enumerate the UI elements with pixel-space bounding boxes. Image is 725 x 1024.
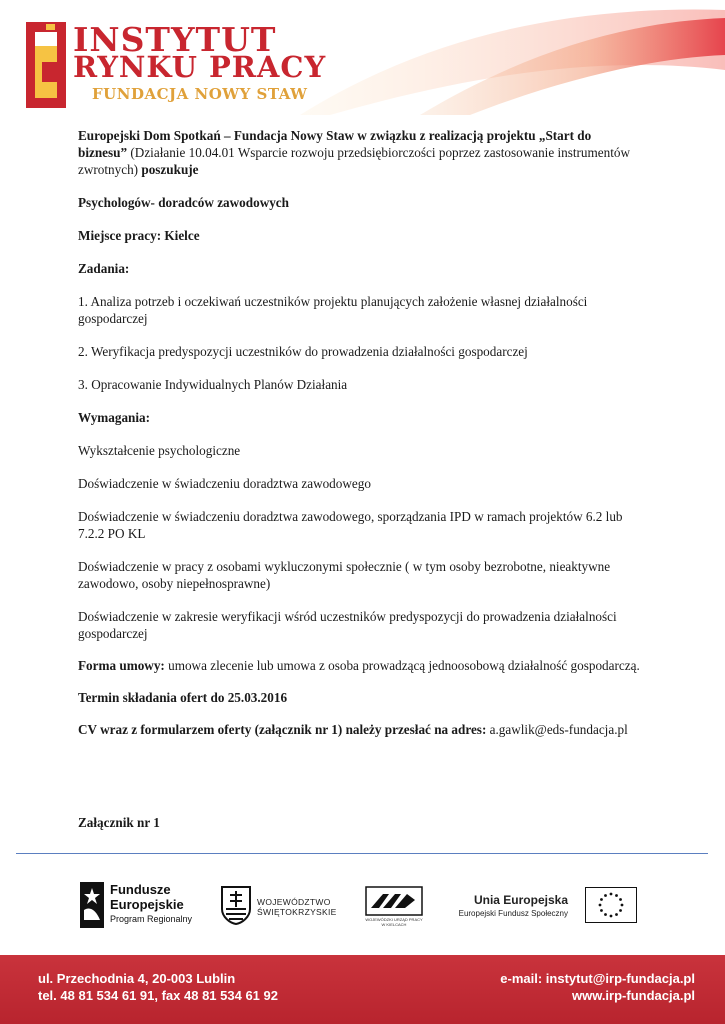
job-offer-body [78,127,643,738]
wup-arrows-icon [365,886,423,916]
ws-line2: ŚWIĘTOKRZYSKIE [257,907,337,917]
eu-star-icon [615,913,618,916]
requirement-item: Doświadczenie w zakresie weryfikacji wśród uczestników predyspozycji do prowadzenia działalności gospodarczej [78,609,617,641]
contract-form [78,657,643,674]
eu-star-icon [604,913,607,916]
intro-paragraph [78,127,643,178]
fe-line3: Program Regionalny [110,914,193,924]
eu-star-icon [599,904,602,907]
eu-flag-icon [585,887,637,923]
requirement-item: Doświadczenie w świadczeniu doradztwa zawodowego, sporządzania IPD w ramach projektów 6.2 lub 7.2.2 PO KL [78,509,623,541]
intro-action: (Działanie 10.04.01 Wsparcie rozwoju przedsiębiorczości poprzez zastosowanie instrumentów zwrotnych) [78,145,631,177]
wup-line1: WOJEWÓDZKI URZĄD PRACY [365,917,423,922]
irp-logo-icon [26,22,66,108]
fundusze-europejskie-logo [78,880,193,930]
wup-line2: W KIELCACH [381,922,407,927]
requirement-item: Doświadczenie w świadczeniu doradztwa zawodowego [78,476,371,491]
intro-org: Europejski Dom Spotkań – Fundacja Nowy Staw w związku z realizacją projektu „Start do biznesu” [78,128,592,160]
ws-line1: WOJEWÓDZTWO [257,897,331,907]
work-location: Miejsce pracy: Kielce [78,228,200,243]
intro-verb: poszukuje [141,162,199,177]
position-title: Psychologów- doradców zawodowych [78,195,289,210]
logo-subtitle: FUNDACJA NOWY STAW [92,85,308,103]
eu-star-icon [619,909,622,912]
footer-bar [0,955,725,1024]
unia-europejska-logo [460,885,640,930]
eu-star-icon [621,904,624,907]
ue-line2: Europejski Fundusz Społeczny [458,909,568,918]
eu-star-icon [615,894,618,897]
wup-kielce-logo [365,886,425,931]
requirements-heading: Wymagania: [78,410,151,425]
task-item: 2. Weryfikacja predyspozycji uczestników do prowadzenia działalności gospodarczej [78,344,528,359]
eu-star-icon [610,893,613,896]
footer-address: ul. Przechodnia 4, 20-003 Lublin [38,971,236,986]
ue-line1: Unia Europejska [473,893,568,907]
logo-title-line1: INSTYTUT [73,20,277,59]
footer-email[interactable]: e-mail: instytut@irp-fundacja.pl [500,971,695,986]
letterhead [0,0,725,115]
fe-line1: Fundusze [110,882,171,897]
cv-instructions [78,721,643,738]
fe-line2: Europejskie [110,897,184,912]
eu-star-icon [619,898,622,901]
requirement-item: Wykształcenie psychologiczne [78,443,241,458]
blue-divider [16,853,708,854]
cv-label: CV wraz z formularzem oferty (załącznik nr 1) należy przesłać na adres: [78,722,487,737]
footer-website-link[interactable]: www.irp-fundacja.pl [571,988,695,1003]
cv-email-link[interactable]: a.gawlik@eds-fundacja.pl [486,722,628,737]
eu-star-icon [600,898,603,901]
fundusze-europejskie-star-icon [78,880,106,930]
swietokrzyskie-crest-icon [220,885,252,925]
tasks-heading: Zadania: [78,261,130,276]
task-item: 1. Analiza potrzeb i oczekiwań uczestników projektu planujących założenie własnej działalności gospodarczej [78,294,588,326]
eu-star-icon [610,915,613,918]
requirement-item: Doświadczenie w pracy z osobami wykluczonymi społecznie ( w tym osoby bezrobotne, nieaktywne zawodowo, osoby niepełnosprawne) [78,559,611,591]
wojewodztwo-swietokrzyskie-logo [220,885,335,930]
contract-text: umowa zlecenie lub umowa z osoba prowadzącą jednoosobową działalność gospodarczą. [164,658,640,673]
logo-title-line2: RYNKU PRACY [73,50,327,84]
annex-title: Załącznik nr 1 [78,815,160,830]
contract-label: Forma umowy: [78,658,165,673]
footer-phones: tel. 48 81 534 61 91, fax 48 81 534 61 92 [38,988,278,1003]
eu-star-icon [600,909,603,912]
task-item: 3. Opracowanie Indywidualnych Planów Działania [78,377,348,392]
eu-star-icon [604,894,607,897]
deadline: Termin składania ofert do 25.03.2016 [78,690,288,705]
